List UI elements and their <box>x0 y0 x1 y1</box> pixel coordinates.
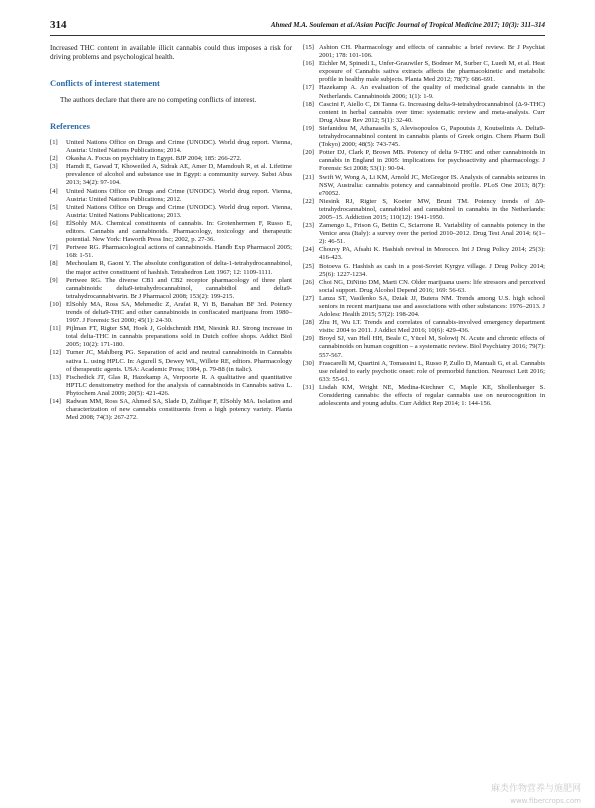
reference-item <box>303 279 545 295</box>
left-column <box>50 44 292 422</box>
reference-text: Broyd SJ, van Hell HH, Beale C, Yücel M, Solowij N. Acute and chronic effects of cannabinoids on human cognition – a systematic review. Biol Psychiatry 2016; 79(7): 557-567. <box>319 335 545 359</box>
reference-text: Chouvy PA, Afsahi K. Hashish revival in Morocco. Int J Drug Policy 2014; 25(3): 416-423. <box>319 246 545 262</box>
reference-number: [26] <box>303 278 314 286</box>
reference-item <box>303 84 545 100</box>
reference-text: Mechoulam R, Gaoni Y. The absolute configuration of delta-1-tetrahydrocannabinol, the major active constituent of hashish. Tetrahedron Lett 1967; 12: 1109-1111. <box>66 260 292 276</box>
reference-text: Turner JC, Mahlberg PG. Separation of acid and neutral cannabinoids in Cannabis sativa L. using HPLC. In: Agurell S, Dewey WL, Willete RE, editors. Pharmacology of therapeutic agents. USA: Academic Press; 1984, p. 79-88 (in italic). <box>66 349 292 373</box>
reference-text: United Nations Office on Drugs and Crime (UNODC). World drug report. Vienna, Austria: United Nations Publications; 2012. <box>66 187 292 203</box>
reference-text: Botoeva G. Hashish as cash in a post-Soviet Kyrgyz village. J Drug Policy 2014; 25(6): 1227-1234. <box>319 262 545 278</box>
reference-item <box>50 260 292 276</box>
reference-text: Zhu H, Wu LT. Trends and correlates of cannabis-involved emergency department visits: 2004 to 2011. J Addict Med 2016; 10(6): 429-436. <box>319 319 545 335</box>
reference-number: [18] <box>303 100 314 108</box>
reference-number: [22] <box>303 197 314 205</box>
right-column <box>303 44 545 408</box>
reference-number: [27] <box>303 294 314 302</box>
reference-number: [14] <box>50 398 61 405</box>
references-heading: References <box>50 121 90 131</box>
reference-text: Hamdi E, Gawad T, Khoweiled A, Sidrak AE, Amer D, Mamdouh R, et al. Lifetime prevalence of alcohol and substance use in Egypt: a community survey. Subst Abus 2013; 34(2): 97-104. <box>66 163 292 187</box>
reference-number: [29] <box>303 335 314 343</box>
reference-text: Ashton CH. Pharmacology and effects of cannabis: a brief review. Br J Psychiat 2001; 178: 101-106. <box>319 44 545 60</box>
reference-number: [5] <box>50 203 58 211</box>
reference-text: Frascarelli M, Quartini A, Tomassini L, Russo P, Zullo D, Manuali G, et al. Cannabis use related to early psychotic onset: role of premorbid function. Neurosci Lett 2016; 633: 55-61. <box>319 359 545 383</box>
reference-item <box>303 295 545 319</box>
reference-text: Lisdah KM, Wright NE, Medina-Kirchner C, Maple KE, Shollenbarger S. Considering cannabis: the effects of regular cannabis use on neurocognition in adolescents and young adults. Curr Addict Rep 2014; 1: 144-156. <box>319 383 545 408</box>
reference-text: Swift W, Wong A, Li KM, Arnold JC, McGregor IS. Analysis of cannabis seizures in NSW, Australia: cannabis potency and cannabinoid profile. PLoS One 2013; 8(7): e70052. <box>319 173 545 197</box>
reference-text: Pertwee RG. Pharmacological actions of cannabinoids. Handb Exp Pharmacol 2005; 168: 1-51. <box>66 244 292 260</box>
reference-number: [6] <box>50 219 58 227</box>
reference-number: [1] <box>50 139 58 146</box>
reference-item <box>303 222 545 246</box>
reference-item <box>50 204 292 220</box>
reference-number: [23] <box>303 222 314 230</box>
conflicts-text: The authors declare that there are no competing conflicts of interest. <box>60 96 257 104</box>
reference-text: Okasha A. Focus on psychiatry in Egypt. BJP 2004; 185: 266-272. <box>66 155 242 163</box>
reference-item <box>50 163 292 187</box>
reference-number: [16] <box>303 60 314 68</box>
reference-number: [28] <box>303 319 314 327</box>
reference-number: [20] <box>303 149 314 157</box>
reference-number: [3] <box>50 163 58 171</box>
reference-text: Fischedick JT, Glas R, Hazekamp A, Verpoorte R. A qualitative and quantitative HPTLC densitometry method for the analysis of cannabinoids in Cannabis sativa L. Phytochem Anal 2009; 20(5): 421-426. <box>66 373 292 397</box>
reference-text: Stefanidou M, Athanaselis S, Alevisopoulos G, Papoutsis J, Koutselinis A. Delta9-tetrahydrocannabinol content in cannabis plants of Greek origin. Chem Pharm Bull (Tokyo) 2000; 48(5): 743-745. <box>319 124 545 149</box>
reference-list-left <box>50 139 292 422</box>
reference-item <box>303 60 545 84</box>
reference-number: [13] <box>50 373 61 381</box>
reference-item <box>50 155 292 163</box>
page-number: 314 <box>50 19 67 31</box>
reference-item <box>303 384 545 408</box>
reference-number: [30] <box>303 359 314 367</box>
reference-text: Cascini F, Aiello C, Di Tanna G. Increasing delta-9-tetrahydrocannabinol (Δ-9-THC) content in herbal cannabis over time: systematic review and meta-analysis. Curr Drug Abuse Rev 2012; 5(1): 32-40. <box>319 100 545 124</box>
reference-number: [4] <box>50 187 58 195</box>
reference-item <box>50 244 292 260</box>
watermark-url: www.fibercrops.com <box>510 797 581 805</box>
reference-item <box>303 149 545 173</box>
reference-item <box>50 277 292 301</box>
reference-item <box>50 188 292 204</box>
reference-item <box>50 374 292 398</box>
running-head: Ahmed M.A. Souleman et al./Asian Pacific Journal of Tropical Medicine 2017; 10(3): 311–314 <box>270 21 545 29</box>
reference-text: Pijlman FT, Rigter SM, Hoek J, Goldschmidt HM, Niesink RJ. Strong increase in total delta-THC in cannabis preparations sold in Dutch coffee shops. Addict Biol 2005; 10(2): 171-180. <box>66 325 292 349</box>
watermark-title: 麻类作物营养与施肥网 <box>490 784 581 794</box>
reference-item <box>303 44 545 60</box>
reference-text: Lanza ST, Vasilenko SA, Dziak JJ, Butera NM. Trends among U.S. high school seniors in recent marijuana use and associations with other substances: 1976–2013. J Adolesc Health 2015; 57(2): 198-204. <box>319 294 545 319</box>
reference-item <box>50 398 292 422</box>
reference-item <box>50 220 292 244</box>
reference-item <box>303 246 545 262</box>
reference-text: Choi NG, DiNitto DM, Marti CN. Older marijuana users: life stressors and perceived social support. Drug Alcohol Depend 2016; 169: 56-63. <box>319 278 545 294</box>
reference-number: [2] <box>50 155 58 163</box>
reference-number: [19] <box>303 124 314 132</box>
reference-item <box>303 174 545 198</box>
reference-number: [25] <box>303 262 314 270</box>
reference-number: [10] <box>50 300 61 308</box>
reference-text: Zamengo L, Frison G, Bettin C, Sciarrone R. Variability of cannabis potency in the Venice area (Italy): a survey over the period 2010–2012. Drug Test Anal 2014; 6(1–2): 46-51. <box>319 222 545 246</box>
reference-list-right <box>303 44 545 408</box>
reference-number: [11] <box>50 325 61 333</box>
reference-number: [21] <box>303 173 314 181</box>
reference-item <box>303 125 545 149</box>
reference-item <box>50 139 292 155</box>
reference-item <box>50 349 292 373</box>
header-rule <box>50 35 545 36</box>
reference-number: [31] <box>303 383 314 391</box>
reference-text: Pertwee RG. The diverse CB1 and CB2 receptor pharmacology of three plant cannabinoids: delta9-tetrahydrocannabinol, cannabidiol and delta9-tetrahydrocannabivarin. Br J Pharmacol 2008; 153(2): 199-215. <box>66 276 292 300</box>
reference-number: [24] <box>303 246 314 254</box>
reference-text: United Nations Office on Drugs and Crime (UNODC). World drug report. Vienna, Austria: United Nations Publications; 2014. <box>66 139 292 155</box>
reference-item <box>50 325 292 349</box>
reference-text: United Nations Office on Drugs and Crime (UNODC). World drug report. Vienna, Austria: United Nations Publications; 2013. <box>66 203 292 219</box>
reference-item <box>303 319 545 335</box>
reference-number: [12] <box>50 349 61 357</box>
reference-text: ElSohly MA, Ross SA, Mehmedic Z, Arafat R, Yi B, Banahan BF 3rd. Potency trends of delta9-THC and other cannabinoids in confiscated marijuana from 1980–1997. J Forensic Sci 2000; 45(1): 24-30. <box>66 300 292 325</box>
reference-text: Niesink RJ, Rigter S, Koeter MW, Brunt TM. Potency trends of Δ9-tetrahydrocannabinol, cannabidiol and cannabinol in cannabis in the Netherlands: 2005–15. Addiction 2015; 110(12): 1941-1950. <box>319 197 545 221</box>
reference-text: ElSohly MA. Chemical constituents of cannabis. In: Grotenhermen F, Russo E, editors. Cannabis and cannabinoids. Pharmacology, toxicology and therapeutic potential. New York: Haworth Press Inc; 2002, p. 27-36. <box>66 219 292 244</box>
conflicts-heading: Conflicts of interest statement <box>50 78 160 88</box>
intro-paragraph: Increased THC content in available illicit cannabis could thus imposes a risk for driving problems and psychological health. <box>50 44 292 61</box>
reference-number: [17] <box>303 84 314 92</box>
reference-item <box>303 101 545 125</box>
reference-number: [7] <box>50 244 58 252</box>
reference-item <box>303 335 545 359</box>
reference-text: Eichler M, Spinedi L, Unfer-Grauwiler S, Bodmer M, Surber C, Luedi M, et al. Heat exposure of Cannabis sativa extracts affects the pharmacokinetic and metabolic profile in healthy male subjects. Planta Med 2012; 78(7): 686-691. <box>319 60 545 84</box>
reference-item <box>303 263 545 279</box>
reference-text: Hazekamp A. An evaluation of the quality of medicinal grade cannabis in the Netherlands. Cannabinoids 2006; 1(1): 1-9. <box>319 84 545 100</box>
reference-text: Potter DJ, Clark P, Brown MB. Potency of delta 9-THC and other cannabinoids in cannabis in England in 2005: implications for psychoactivity and pharmacology. J Forensic Sci 2008; 53(1): 90-94. <box>319 149 545 173</box>
reference-number: [9] <box>50 276 58 284</box>
reference-item <box>303 198 545 222</box>
reference-number: [8] <box>50 260 58 268</box>
reference-number: [15] <box>303 44 314 51</box>
reference-item <box>303 360 545 384</box>
reference-item <box>50 301 292 325</box>
reference-text: Radwan MM, Ross SA, Ahmed SA, Slade D, Zulfiqar F, ElSohly MA. Isolation and characterization of new cannabis constituents from a high potency variety. Planta Med 2008; 74(3): 267-272. <box>66 398 292 422</box>
page-header <box>50 19 545 33</box>
